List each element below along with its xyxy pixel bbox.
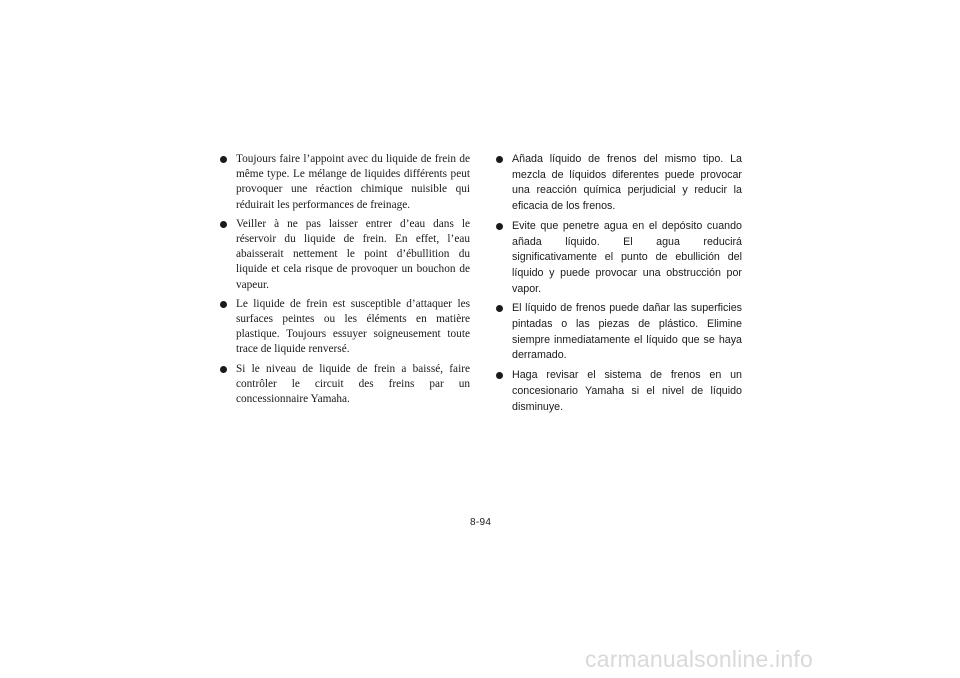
bullet-dot-icon: [496, 223, 503, 230]
list-item-text: Haga revisar el sistema de frenos en un concesionario Yamaha si el nivel de líquido disminuye.: [512, 369, 742, 413]
spanish-bullet-list: [496, 152, 742, 419]
bullet-dot-icon: [220, 366, 227, 373]
list-item: [220, 217, 470, 293]
list-item-text: Veiller à ne pas laisser entrer d’eau dans le réservoir du liquide de frein. En effet, l’eau abaisserait nettement le point d’ébullition du liquide et cela risque de provoquer un bouchon de vapeur.: [236, 217, 470, 291]
bullet-dot-icon: [496, 156, 503, 163]
french-bullet-list: [220, 152, 470, 411]
list-item-text: Toujours faire l’appoint avec du liquide de frein de même type. Le mélange de liquides différents peut provoquer une réaction chimique nuisible qui réduirait les performances de freinage.: [236, 153, 470, 211]
list-item: [220, 362, 470, 408]
list-item-text: Añada líquido de frenos del mismo tipo. La mezcla de líquidos diferentes puede provocar una reacción química perjudicial y reducir la eficacia de los frenos.: [512, 153, 742, 213]
bullet-dot-icon: [220, 301, 227, 308]
bullet-dot-icon: [496, 305, 503, 312]
watermark-text: carmanualsonline.info: [585, 646, 813, 672]
page-number: 8-94: [470, 517, 492, 528]
list-item-text: El líquido de frenos puede dañar las superficies pintadas o las piezas de plástico. Elimine siempre inmediatamente el líquido que se haya derramado.: [512, 302, 742, 362]
list-item: [496, 301, 742, 364]
list-item: [220, 297, 470, 358]
list-item-text: Le liquide de frein est susceptible d’attaquer les surfaces peintes ou les éléments en matière plastique. Toujours essuyer soigneusement toute trace de liquide renversé.: [236, 297, 470, 356]
list-item-text: Si le niveau de liquide de frein a baissé, faire contrôler le circuit des freins par un concessionnaire Yamaha.: [236, 362, 470, 406]
list-item: [496, 368, 742, 415]
list-item-text: Evite que penetre agua en el depósito cuando añada líquido. El agua reducirá significativamente el punto de ebullición del líquido y puede provocar una obstrucción por vapor.: [512, 219, 742, 295]
list-item: [496, 219, 742, 298]
list-item: [496, 152, 742, 215]
bullet-dot-icon: [496, 372, 503, 379]
list-item: [220, 152, 470, 213]
bullet-dot-icon: [220, 156, 227, 163]
bullet-dot-icon: [220, 221, 227, 228]
